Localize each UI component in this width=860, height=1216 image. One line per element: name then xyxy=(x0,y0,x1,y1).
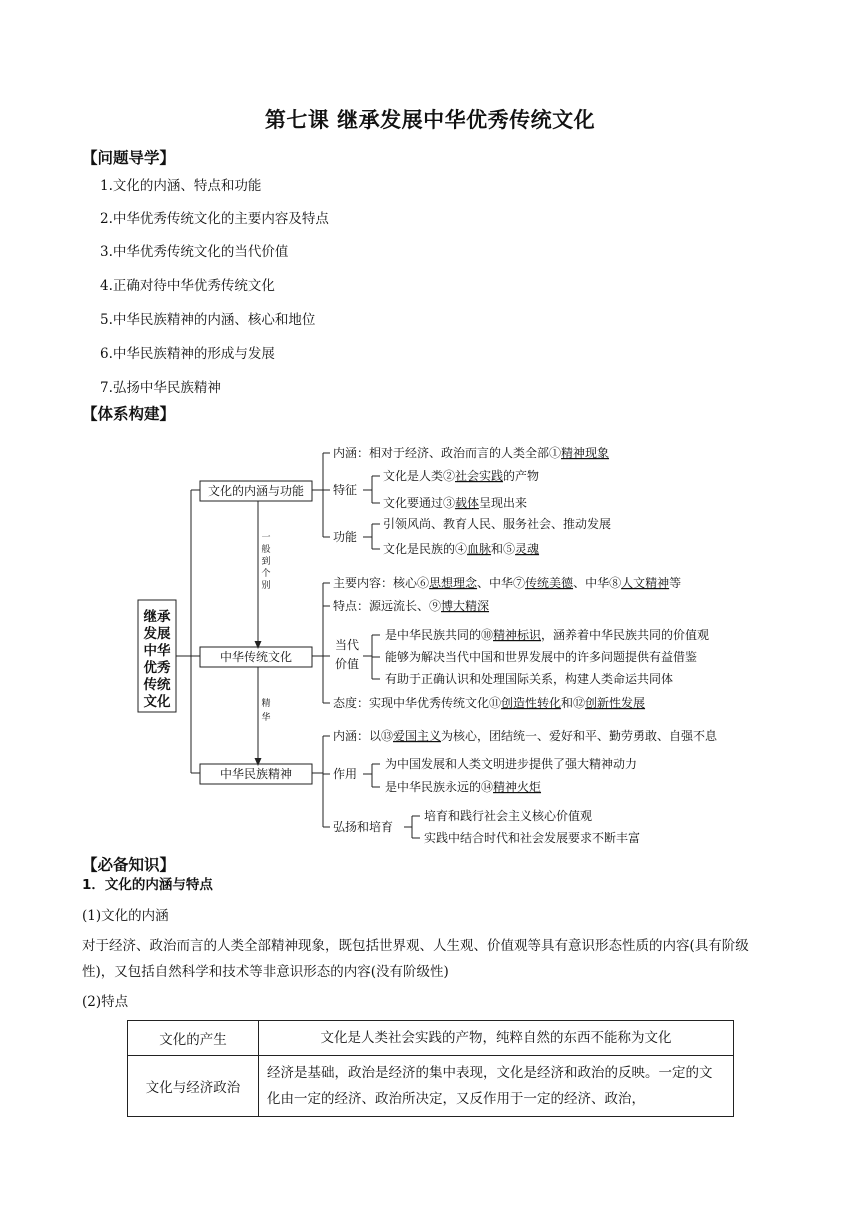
b2-value-label: 当代 xyxy=(335,638,360,652)
b1-function-label: 功能 xyxy=(333,530,358,544)
b1-feature-2: 文化要通过③载体呈现出来 xyxy=(383,496,528,510)
knowledge-heading: 【必备知识】 xyxy=(82,856,176,874)
knowledge-subheading: 1．文化的内涵与特点 xyxy=(82,877,213,893)
guide-item: 2.中华优秀传统文化的主要内容及特点 xyxy=(100,211,329,227)
guide-heading: 【问题导学】 xyxy=(82,149,176,167)
branch-culture-label: 文化的内涵与功能 xyxy=(207,484,305,498)
feature-table xyxy=(127,1020,734,1117)
svg-text:中华: 中华 xyxy=(143,643,171,659)
structure-diagram xyxy=(0,430,860,850)
svg-text:优秀: 优秀 xyxy=(143,660,171,676)
table-row xyxy=(128,1056,734,1117)
page-title: 第七课 继承发展中华优秀传统文化 xyxy=(264,108,596,132)
b2-content: 主要内容：核心⑥思想理念、中华⑦传统美德、中华⑧人文精神等 xyxy=(333,576,682,590)
b2-traits: 特点：源远流长、⑨博大精深 xyxy=(333,599,490,613)
branch-tradition-label: 中华传统文化 xyxy=(219,650,293,664)
svg-text:个: 个 xyxy=(261,569,271,579)
b1-feature-1: 文化是人类②社会实践的产物 xyxy=(383,469,540,483)
system-heading: 【体系构建】 xyxy=(82,405,176,423)
table-cell-value: 文化是人类社会实践的产物，纯粹自然的东西不能称为文化 xyxy=(259,1021,734,1056)
b2-value-2: 能够为解决当代中国和世界发展中的许多问题提供有益借鉴 xyxy=(385,650,698,664)
b1-connotation: 内涵：相对于经济、政治而言的人类全部①精神现象 xyxy=(333,446,610,460)
table-cell-key: 文化与经济政治 xyxy=(128,1056,259,1117)
guide-item: 5.中华民族精神的内涵、核心和地位 xyxy=(100,312,316,328)
b2-value-1: 是中华民族共同的⑩精神标识，涵养着中华民族共同的价值观 xyxy=(385,628,710,642)
root-label: 继承 xyxy=(143,609,171,625)
b1-function-2: 文化是民族的④血脉和⑤灵魂 xyxy=(383,542,540,556)
guide-item: 3.中华优秀传统文化的当代价值 xyxy=(100,244,289,260)
b3-connotation: 内涵：以⑬爱国主义为核心，团结统一、爱好和平、勤劳勇敢、自强不息 xyxy=(333,729,718,743)
svg-text:文化: 文化 xyxy=(143,694,171,710)
svg-text:发展: 发展 xyxy=(143,626,171,642)
guide-item: 6.中华民族精神的形成与发展 xyxy=(100,346,275,362)
svg-text:价值: 价值 xyxy=(335,657,360,671)
svg-text:到: 到 xyxy=(261,557,271,567)
b3-promote-1: 培育和践行社会主义核心价值观 xyxy=(424,809,593,823)
b3-promote-label: 弘扬和培育 xyxy=(333,820,394,834)
b3-promote-2: 实践中结合时代和社会发展要求不断丰富 xyxy=(424,831,641,845)
knowledge-para: (1)文化的内涵 xyxy=(82,908,169,924)
b2-value-3: 有助于正确认识和处理国际关系，构建人类命运共同体 xyxy=(385,672,674,686)
b1-feature-label: 特征 xyxy=(333,483,358,497)
knowledge-para: (2)特点 xyxy=(82,994,129,1010)
guide-item: 1.文化的内涵、特点和功能 xyxy=(100,178,262,194)
branch-spirit-label: 中华民族精神 xyxy=(219,767,293,781)
guide-item: 7.弘扬中华民族精神 xyxy=(100,380,221,396)
b2-attitude: 态度：实现中华优秀传统文化⑪创造性转化和⑫创新性发展 xyxy=(333,696,646,710)
svg-text:别: 别 xyxy=(261,581,271,591)
svg-text:华: 华 xyxy=(261,713,271,723)
b3-role-2: 是中华民族永远的⑭精神火炬 xyxy=(385,780,542,794)
svg-text:一: 一 xyxy=(261,533,271,543)
b1-function-1: 引领风尚、教育人民、服务社会、推动发展 xyxy=(383,517,612,531)
b3-role-label: 作用 xyxy=(333,767,358,781)
table-row xyxy=(128,1021,734,1056)
guide-item: 4.正确对待中华优秀传统文化 xyxy=(100,278,275,294)
table-cell-value: 经济是基础，政治是经济的集中表现，文化是经济和政治的反映。一定的文化由一定的经济、政治所决定，又反作用于一定的经济、政治， xyxy=(259,1056,734,1117)
svg-text:般: 般 xyxy=(261,545,271,555)
knowledge-para: 对于经济、政治而言的人类全部精神现象，既包括世界观、人生观、价值观等具有意识形态性质的内容(具有阶级性)，又包括自然科学和技术等非意识形态的内容(没有阶级性) xyxy=(82,938,749,980)
b3-role-1: 为中国发展和人类文明进步提供了强大精神动力 xyxy=(385,757,638,771)
svg-text:精: 精 xyxy=(261,699,271,709)
svg-text:传统: 传统 xyxy=(143,677,171,693)
table-cell-key: 文化的产生 xyxy=(128,1021,259,1056)
